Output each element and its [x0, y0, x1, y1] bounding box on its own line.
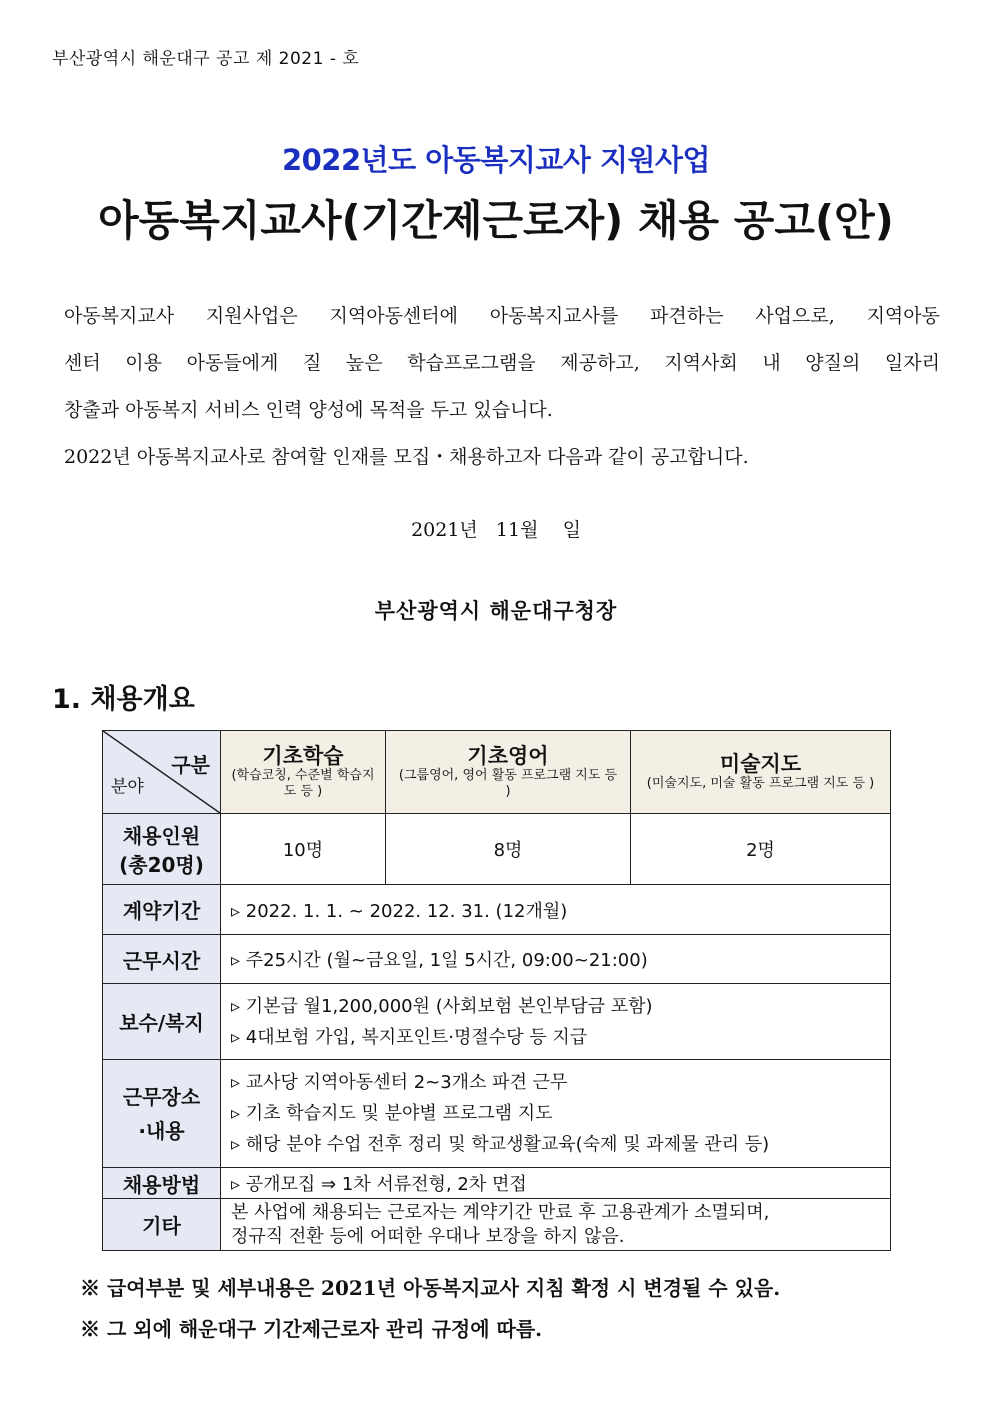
- column-header-art: [631, 731, 891, 814]
- column-desc: (그룹영어, 영어 활동 프로그램 지도 등 ): [398, 768, 618, 799]
- pay-line: ▹ 4대보험 가입, 복지포인트·명절수당 등 지급: [231, 1026, 588, 1048]
- subtitle: 2022년도 아동복지교사 지원사업: [281, 143, 711, 177]
- column-title: 기초영어: [467, 744, 549, 768]
- duty-line: ▹ 기초 학습지도 및 분야별 프로그램 지도: [231, 1103, 553, 1124]
- etc-line: 본 사업에 채용되는 근로자는 계약기간 만료 후 고용관계가 소멸되며,: [231, 1201, 770, 1223]
- row-header-pay: 보수/복지: [103, 984, 221, 1060]
- table-row-duties: [103, 1060, 891, 1168]
- duty-values: [221, 1060, 891, 1168]
- table-header-row: [103, 731, 891, 814]
- table-row-contract: [103, 885, 891, 935]
- column-desc: (미술지도, 미술 활동 프로그램 지도 등 ): [646, 776, 875, 791]
- hours-value: ▹ 주25시간 (월~금요일, 1일 5시간, 09:00~21:00): [221, 935, 891, 984]
- row-header-line: (총20명): [119, 853, 204, 877]
- document-number: 부산광역시 해운대구 공고 제 2021 - 호: [52, 49, 360, 69]
- row-header-hires: [103, 814, 221, 885]
- row-header-duties: [103, 1060, 221, 1168]
- intro-paragraph: [64, 293, 940, 481]
- footnote: ※ 그 외에 해운대구 기간제근로자 관리 규정에 따름.: [80, 1317, 543, 1341]
- corner-label-category: 구분: [171, 753, 210, 777]
- pay-line: ▹ 기본급 월1,200,000원 (사회보험 본인부담금 포함): [231, 995, 653, 1017]
- table-row-method: [103, 1168, 891, 1199]
- table-row-etc: [103, 1199, 891, 1251]
- intro-line: 창출과 아동복지 서비스 인력 양성에 목적을 두고 있습니다.: [64, 399, 553, 421]
- row-header-contract: 계약기간: [103, 885, 221, 935]
- duty-line: ▹ 해당 분야 수업 전후 정리 및 학교생활교육(숙제 및 과제물 관리 등): [231, 1134, 770, 1155]
- announcement-date: 2021년 11월 일: [411, 519, 581, 541]
- corner-header-cell: [103, 731, 221, 814]
- etc-line: 정규직 전환 등에 어떠한 우대나 보장을 하지 않음.: [231, 1225, 625, 1247]
- section-heading: 1. 채용개요: [52, 684, 195, 715]
- row-header-line: ·내용: [138, 1118, 185, 1143]
- recruitment-overview-table: [102, 730, 891, 1251]
- table-row-hours: [103, 935, 891, 984]
- intro-line: 2022년 아동복지교사로 참여할 인재를 모집・채용하고자 다음과 같이 공고합니다.: [64, 446, 749, 468]
- pay-values: [221, 984, 891, 1060]
- table-row-hires: [103, 814, 891, 885]
- contract-value: ▹ 2022. 1. 1. ~ 2022. 12. 31. (12개월): [221, 885, 891, 935]
- column-title: 미술지도: [719, 752, 802, 776]
- column-header-basic-learning: [221, 731, 386, 814]
- page-title: 아동복지교사(기간제근로자) 채용 공고(안): [98, 196, 894, 245]
- hires-value-art: 2명: [631, 814, 891, 885]
- row-header-line: 채용인원: [122, 824, 201, 848]
- method-value: ▹ 공개모집 ⇒ 1차 서류전형, 2차 면접: [221, 1168, 891, 1199]
- column-title: 기초학습: [262, 744, 344, 768]
- column-desc: (학습코칭, 수준별 학습지도 등 ): [231, 768, 375, 799]
- column-header-basic-english: [386, 731, 631, 814]
- footnote: ※ 급여부분 및 세부내용은 2021년 아동복지교사 지침 확정 시 변경될 수 있음.: [80, 1276, 781, 1300]
- issuer: 부산광역시 해운대구청장: [374, 598, 618, 623]
- intro-line: 센터 이용 아동들에게 질 높은 학습프로그램을 제공하고, 지역사회 내 양질의 일자리: [64, 352, 940, 374]
- hires-value-basic-learning: 10명: [221, 814, 386, 885]
- intro-line: 아동복지교사 지원사업은 지역아동센터에 아동복지교사를 파견하는 사업으로, 지역아동: [64, 305, 940, 327]
- etc-values: [221, 1199, 891, 1251]
- row-header-hours: 근무시간: [103, 935, 221, 984]
- row-header-method: 채용방법: [103, 1168, 221, 1199]
- table-row-pay: [103, 984, 891, 1060]
- hires-value-basic-english: 8명: [386, 814, 631, 885]
- duty-line: ▹ 교사당 지역아동센터 2~3개소 파견 근무: [231, 1072, 568, 1093]
- row-header-etc: 기타: [103, 1199, 221, 1251]
- row-header-line: 근무장소: [122, 1084, 201, 1109]
- footnotes: [80, 1268, 780, 1350]
- corner-label-field: 분야: [111, 777, 144, 797]
